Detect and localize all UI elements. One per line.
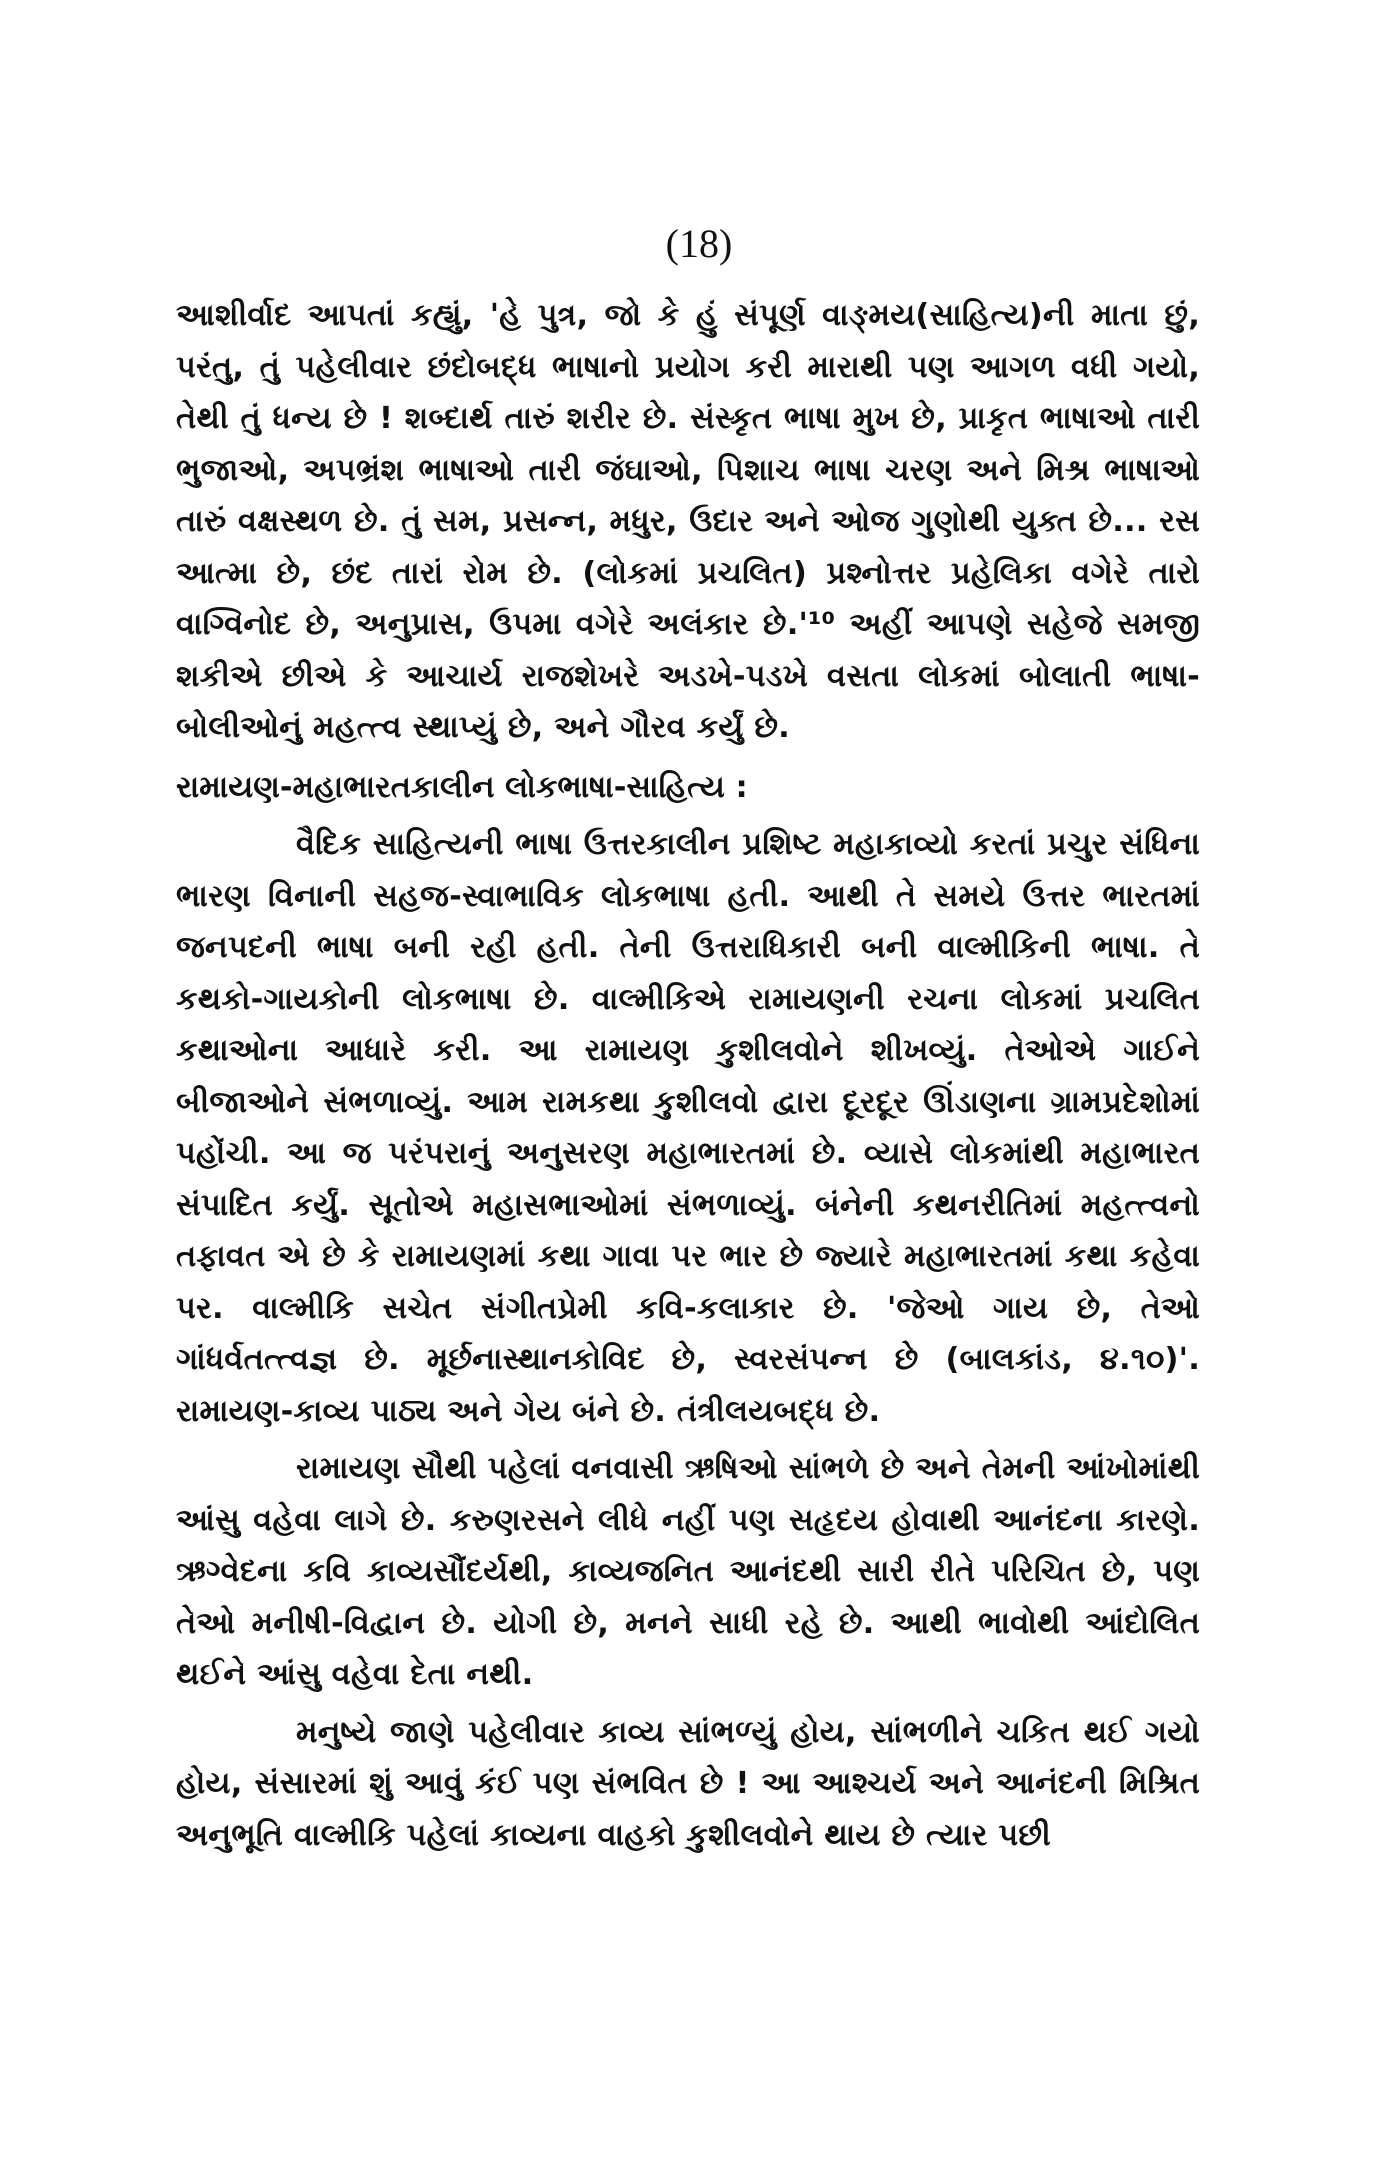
page-body	[176, 290, 1200, 1861]
paragraph-ramayana-listeners: રામાયણ સૌથી પહેલાં વનવાસી ઋષિઓ સાંભળે છે અને તેમની આંખોમાંથી આંસુ વહેવા લાગે છે. કરુણરસને લીધે નહીં પણ સહૃદય હોવાથી આનંદના કારણે. ઋગ્વેદના કવિ કાવ્યસૌંદર્યથી, કાવ્યજનિત આનંદથી સારી રીતે પરિચિત છે, પણ તેઓ મનીષી-વિદ્વાન છે. યોગી છે, મનને સાધી રહે છે. આથી ભાવોથી આંદોલિત થઈને આંસુ વહેવા દેતા નથી.	[176, 1451, 1200, 1692]
page-number: (18)	[665, 221, 733, 266]
section-heading: રામાયણ-મહાભારતકાલીન લોકભાષા-સાહિત્ય :	[176, 769, 748, 805]
paragraph-first-poetry: મનુષ્યે જાણે પહેલીવાર કાવ્ય સાંભળ્યું હોય, સાંભળીને ચકિત થઈ ગયો હોય, સંસારમાં શું આવું કંઈ પણ સંભવિત છે ! આ આશ્ચર્ય અને આનંદની મિશ્રિત અનુભૂતિ વાલ્મીકિ પહેલાં કાવ્યના વાહકો કુશીલવોને થાય છે ત્યાર પછી	[176, 1714, 1200, 1853]
paragraph-rajashekhar-quote: આશીર્વાદ આપતાં કહ્યું, 'હે પુત્ર, જો કે હું સંપૂર્ણ વાઙ્મય(સાહિત્ય)ની માતા છું, પરંતુ, તું પહેલીવાર છંદોબદ્ધ ભાષાનો પ્રયોગ કરી મારાથી પણ આગળ વધી ગયો, તેથી તું ધન્ય છે ! શબ્દાર્થ તારું શરીર છે. સંસ્કૃત ભાષા મુખ છે, પ્રાકૃત ભાષાઓ તારી ભુજાઓ, અપભ્રંશ ભાષાઓ તારી જંઘાઓ, પિશાચ ભાષા ચરણ અને મિશ્ર ભાષાઓ તારું વક્ષસ્થળ છે. તું સમ, પ્રસન્ન, મધુર, ઉદાર અને ઓજ ગુણોથી યુક્ત છે... રસ આત્મા છે, છંદ તારાં રોમ છે. (લોકમાં પ્રચલિત) પ્રશ્નોત્તર પ્રહેલિકા વગેરે તારો વાગ્વિનોદ છે, અનુપ્રાસ, ઉપમા વગેરે અલંકાર છે.'¹⁰ અહીં આપણે સહેજે સમજી શકીએ છીએ કે આચાર્ય રાજશેખરે અડખે-પડખે વસતા લોકમાં બોલાતી ભાષા-બોલીઓનું મહત્ત્વ સ્થાપ્યું છે, અને ગૌરવ કર્યું છે.	[176, 298, 1200, 745]
paragraph-vedic-language: વૈદિક સાહિત્યની ભાષા ઉત્તરકાલીન પ્રશિષ્ટ મહાકાવ્યો કરતાં પ્રચુર સંધિના ભારણ વિનાની સહજ-સ્વાભાવિક લોકભાષા હતી. આથી તે સમયે ઉત્તર ભારતમાં જનપદની ભાષા બની રહી હતી. તેની ઉત્તરાધિકારી બની વાલ્મીકિની ભાષા. તે કથકો-ગાયકોની લોકભાષા છે. વાલ્મીકિએ રામાયણની રચના લોકમાં પ્રચલિત કથાઓના આધારે કરી. આ રામાયણ કુશીલવોને શીખવ્યું. તેઓએ ગાઈને બીજાઓને સંભળાવ્યું. આમ રામકથા કુશીલવો દ્વારા દૂરદૂર ઊંડાણના ગ્રામપ્રદેશોમાં પહોંચી. આ જ પરંપરાનું અનુસરણ મહાભારતમાં છે. વ્યાસે લોકમાંથી મહાભારત સંપાદિત કર્યું. સૂતોએ મહાસભાઓમાં સંભળાવ્યું. બંનેની કથનરીતિમાં મહત્ત્વનો તફાવત એ છે કે રામાયણમાં કથા ગાવા પર ભાર છે જ્યારે મહાભારતમાં કથા કહેવા પર. વાલ્મીકિ સચેત સંગીતપ્રેમી કવિ-કલાકાર છે. 'જેઓ ગાય છે, તેઓ ગાંધર્વતત્ત્વજ્ઞ છે. મૂર્છનાસ્થાનકોવિદ છે, સ્વરસંપન્ન છે (બાલકાંડ, ૪.૧૦)'. રામાયણ-કાવ્ય પાઠ્ય અને ગેય બંને છે. તંત્રીલયબદ્ધ છે.	[176, 827, 1200, 1429]
